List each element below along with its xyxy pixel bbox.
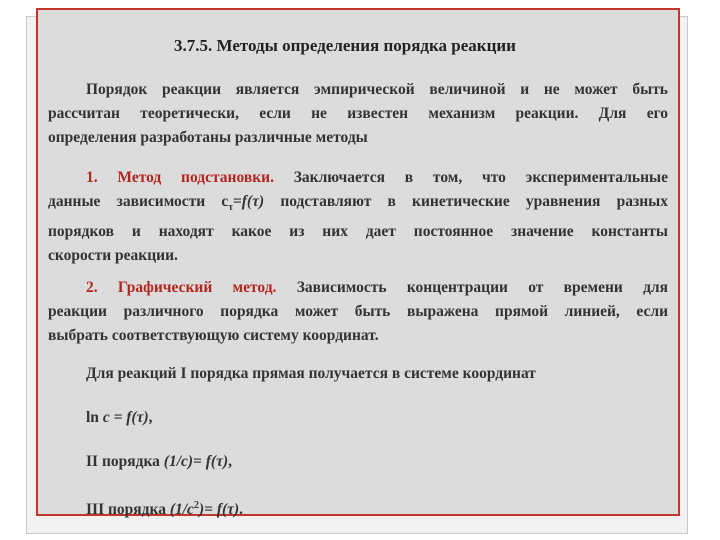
method-1-line-1 (48, 166, 668, 190)
formula-2-prefix: II порядка (86, 453, 160, 470)
formula-1-expr: c = f(τ) (102, 409, 149, 426)
slide-title: 3.7.5. Методы определения порядка реакции (174, 36, 516, 55)
intro-line-3: определения разработаны различные методы (48, 129, 368, 146)
intro-line-2: рассчитан теоретически, если не известен механизм реакции. Для его (48, 105, 668, 122)
formula-3 (48, 494, 668, 522)
method-2-paragraph (48, 276, 668, 348)
method-1-line-4: скорости реакции. (48, 247, 178, 265)
intro-line-1: Порядок реакции является эмпирической величиной и не может быть (86, 81, 668, 98)
formula-2 (48, 450, 668, 474)
method-1-formula: =f(τ) (232, 193, 265, 210)
formula-3-expr-a: (1/c (169, 501, 194, 519)
method-2-line-1 (48, 276, 668, 300)
slide (36, 8, 680, 519)
formula-1-prefix: ln (86, 409, 99, 426)
intro-paragraph (48, 78, 668, 150)
method-1-line-2 (48, 190, 668, 220)
method-1-subscript: τ (228, 202, 233, 214)
method-2-line-3: выбрать соответствующую систему координат. (48, 327, 379, 344)
formula-2-expr: (1/c)= f(τ) (163, 453, 229, 470)
formula-3-suffix: . (239, 501, 244, 519)
method-2-heading: 2. Графический метод. (86, 279, 277, 296)
method-1-line-2-a: данные зависимости с (48, 193, 229, 210)
method-1-line-2-b: подставляют в кинетические уравнения разных (280, 193, 669, 210)
method-1-heading: 1. Метод подстановки. (86, 169, 274, 186)
formula-3-expr-b: )= f(τ) (198, 501, 240, 519)
formula-1-suffix: , (148, 409, 153, 426)
method-2-line-2: реакции различного порядка может быть выражена прямой линией, если (48, 303, 668, 320)
formula-1 (48, 406, 668, 430)
first-order-paragraph (48, 362, 668, 386)
formula-3-superscript: 2 (193, 500, 199, 511)
first-order-text: Для реакций I порядка прямая получается в системе координат (86, 365, 536, 382)
formula-2-suffix: , (228, 453, 233, 470)
method-2-line-1-rest: Зависимость концентрации от времени для (296, 279, 669, 296)
method-1-paragraph (48, 166, 668, 268)
method-1-line-1-rest: Заключается в том, что экспериментальные (293, 169, 668, 186)
method-1-line-3: порядков и находят какое из них дает постоянное значение константы (48, 223, 668, 241)
formula-3-prefix: III порядка (86, 501, 166, 519)
